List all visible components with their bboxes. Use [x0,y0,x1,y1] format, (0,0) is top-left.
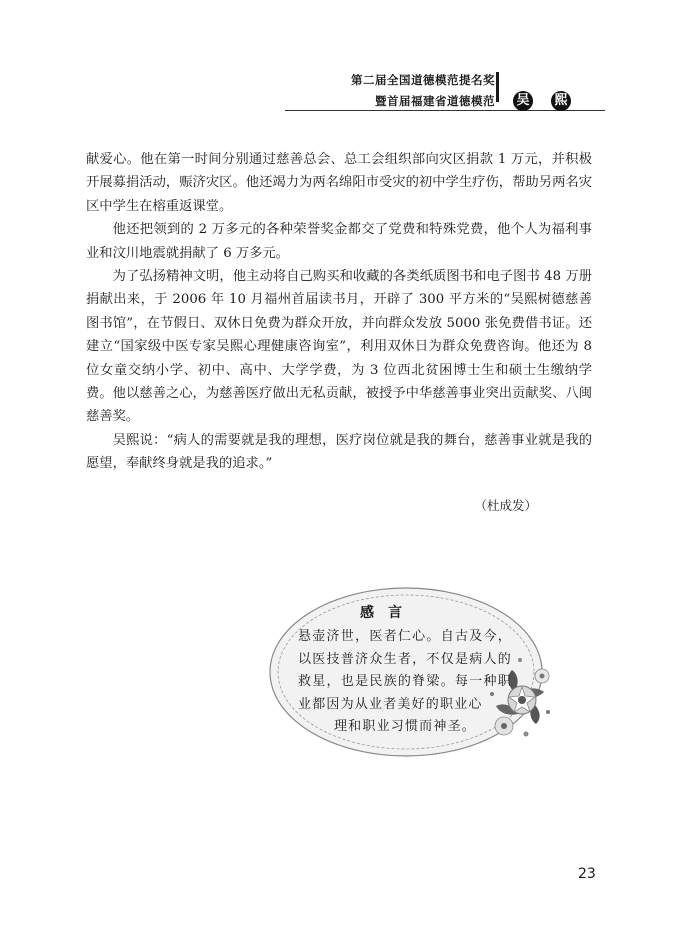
name-char-badge-2: 熙 [551,91,571,111]
reflection-text-last-line: 理和职业习惯而神圣。 [333,719,476,734]
name-char-badge-1: 吴 [513,91,533,111]
paragraph-1: 献爱心。他在第一时间分别通过慈善总会、总工会组织部向灾区捐款 1 万元，并积极开展募捐活动，赈济灾区。他还竭力为两名绵阳市受灾的初中学生疗伤，帮助另两名灾区中学生在榕重返课堂。 [86,152,592,214]
reflection-box [264,582,576,766]
reflection-text-main: 悬壶济世，医者仁心。自古及今，以医技普济众生者，不仅是病人的救星，也是民族的脊梁。每一种职业都因为从业者美好的职业心 [298,629,512,712]
page-number: 23 [578,866,596,882]
author-signature: （杜成发） [474,498,537,513]
paragraph-4: 吴熙说：“病人的需要就是我的理想，医疗岗位就是我的舞台，慈善事业就是我的愿望，奉献终身就是我的追求。” [86,432,592,472]
paragraph-3: 为了弘扬精神文明，他主动将自己购买和收藏的各类纸质图书和电子图书 48 万册捐献出来，于 2006 年 10 月福州首届读书月，开辟了 300 平方米的“吴熙树德慈善图书馆”，在节假日、双休日免费为群众开放，并向群众发放 5000 张免费借书证。还建立“国家级中医专家吴熙心理健康咨询室”，利用双休日为群众免费咨询。他还为 8 位女童交纳小学、初中、高中、大学学费，为 3 位西北贫困博士生和硕士生缴纳学费。他以慈善之心，为慈善医疗做出无私贡献，被授予中华慈善事业突出贡献奖、八闽慈善奖。 [86,269,592,425]
reflection-title: 感言 [360,605,416,621]
running-header [285,72,605,114]
header-award-line2: 暨首届福建省道德模范 [375,94,495,108]
header-person-name [513,91,571,111]
article-body [86,148,592,476]
header-award-line1: 第二届全国道德模范提名奖 [351,73,495,87]
header-divider-bar [496,72,499,102]
paragraph-2: 他还把领到的 2 万多元的各种荣誉奖金都交了党费和特殊党费，他个人为福利事业和汶川地震就捐献了 6 万多元。 [86,222,592,261]
reflection-text [298,626,512,739]
